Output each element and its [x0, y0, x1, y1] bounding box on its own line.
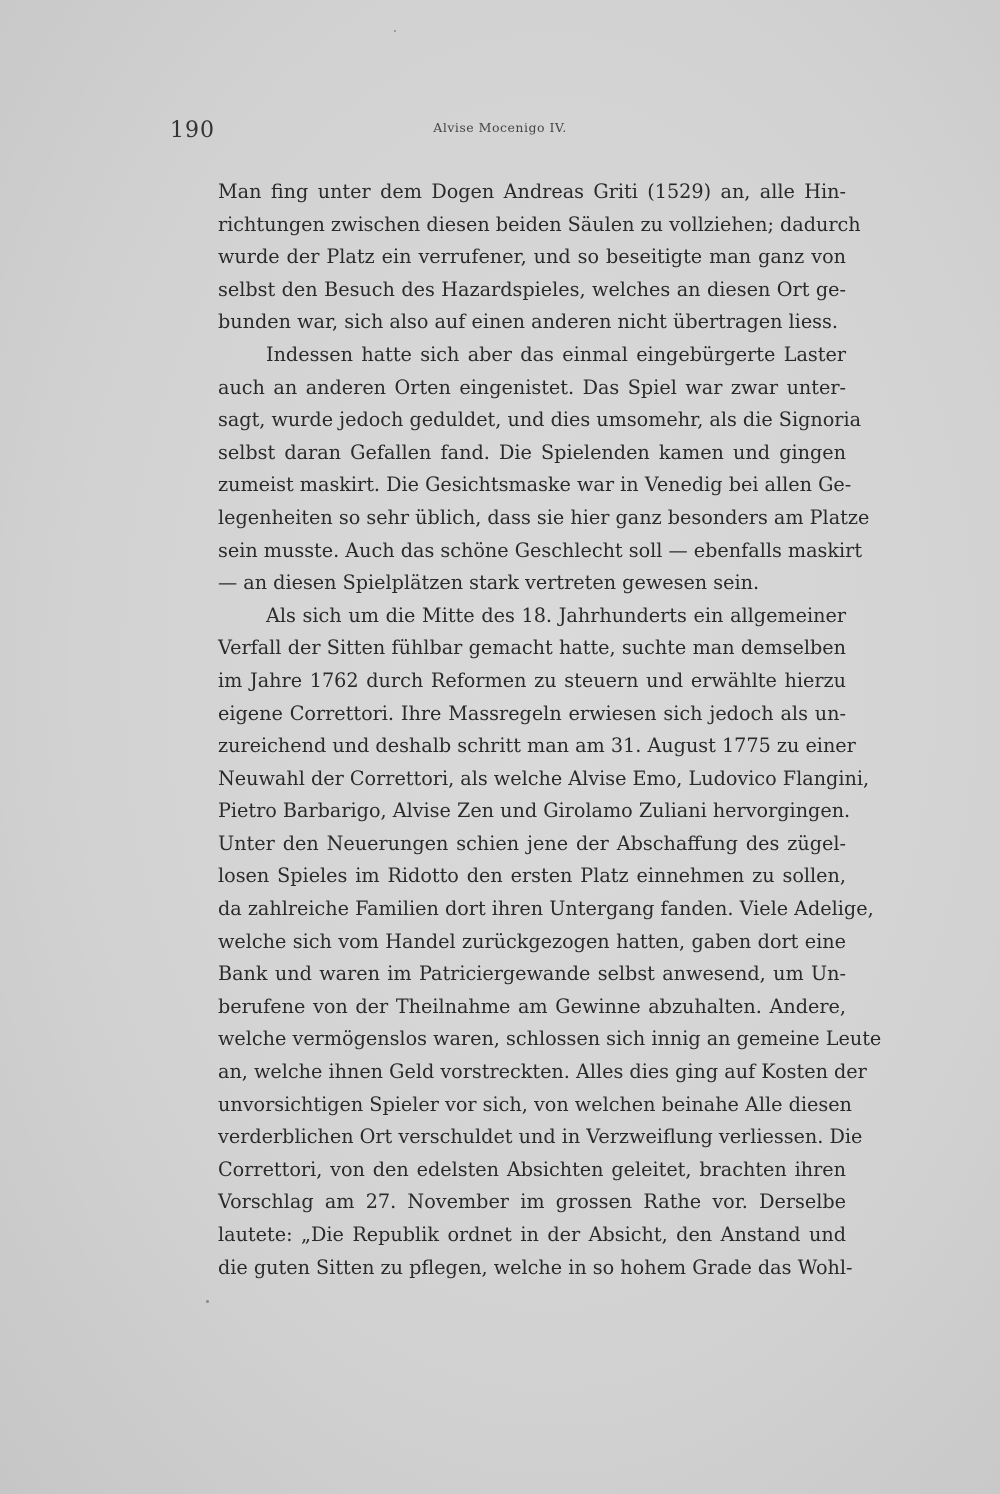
- text-line: auch an anderen Orten eingenistet. Das Spiel war zwar unter-: [218, 375, 846, 399]
- text-line: sagt, wurde jedoch geduldet, und dies umsomehr, als die Signoria: [218, 408, 862, 432]
- text-line: die guten Sitten zu pflegen, welche in so hohem Grade das Wohl-: [218, 1255, 853, 1279]
- text-line: lautete: „Die Republik ordnet in der Absicht, den Anstand und: [218, 1223, 846, 1246]
- text-line: welche vermögenslos waren, schlossen sich innig an gemeine Leute: [218, 1027, 882, 1051]
- text-line: Indessen hatte sich aber das einmal eingebürgerte Laster: [266, 342, 846, 366]
- body-text: [218, 176, 882, 1284]
- text-line: da zahlreiche Familien dort ihren Untergang fanden. Viele Adelige,: [218, 897, 874, 921]
- text-line: Verfall der Sitten fühlbar gemacht hatte, suchte man demselben: [218, 636, 846, 660]
- text-line: zumeist maskirt. Die Gesichtsmaske war in Venedig bei allen Ge-: [218, 473, 852, 497]
- running-title: Alvise Mocenigo IV.: [433, 120, 567, 135]
- text-line: eigene Correttori. Ihre Massregeln erwiesen sich jedoch als un-: [218, 701, 846, 725]
- text-line: Pietro Barbarigo, Alvise Zen und Girolamo Zuliani hervorgingen.: [218, 799, 851, 823]
- text-line: legenheiten so sehr üblich, dass sie hier ganz besonders am Platze: [218, 505, 870, 529]
- text-line: Als sich um die Mitte des 18. Jahrhunderts ein allgemeiner: [266, 603, 846, 627]
- text-line: losen Spieles im Ridotto den ersten Platz einnehmen zu sollen,: [218, 864, 846, 888]
- text-line: zureichend und deshalb schritt man am 31. August 1775 zu einer: [218, 734, 856, 758]
- text-line: Bank und waren im Patriciergewande selbst anwesend, um Un-: [218, 962, 846, 986]
- scan-speck: [394, 30, 396, 32]
- text-line: im Jahre 1762 durch Reformen zu steuern und erwählte hierzu: [218, 668, 846, 692]
- text-line: richtungen zwischen diesen beiden Säulen zu vollziehen; dadurch: [218, 212, 861, 236]
- text-line: Unter den Neuerungen schien jene der Abschaffung des zügel-: [218, 831, 846, 855]
- text-line: verderblichen Ort verschuldet und in Verzweiflung verliessen. Die: [218, 1125, 863, 1149]
- text-line: Correttori, von den edelsten Absichten geleitet, brachten ihren: [218, 1157, 846, 1181]
- text-line: Man fing unter dem Dogen Andreas Griti (1529) an, alle Hin-: [218, 180, 846, 203]
- text-line: sein musste. Auch das schöne Geschlecht soll — ebenfalls maskirt: [218, 538, 863, 562]
- text-line: selbst daran Gefallen fand. Die Spielenden kamen und gingen: [218, 440, 846, 464]
- page-number: 190: [170, 118, 215, 143]
- text-line: unvorsichtigen Spieler vor sich, von welchen beinahe Alle diesen: [218, 1092, 852, 1116]
- text-line: wurde der Platz ein verrufener, und so beseitigte man ganz von: [218, 245, 846, 269]
- text-line: selbst den Besuch des Hazardspieles, welches an diesen Ort ge-: [218, 277, 846, 301]
- text-line: bunden war, sich also auf einen anderen nicht übertragen liess.: [218, 310, 838, 334]
- scan-speck: [206, 1300, 209, 1303]
- text-line: berufene von der Theilnahme am Gewinne abzuhalten. Andere,: [218, 994, 846, 1018]
- text-line: Neuwahl der Correttori, als welche Alvise Emo, Ludovico Flangini,: [218, 766, 870, 790]
- text-line: an, welche ihnen Geld vorstreckten. Alles dies ging auf Kosten der: [218, 1060, 867, 1084]
- text-line: Vorschlag am 27. November im grossen Rathe vor. Derselbe: [218, 1190, 846, 1214]
- text-line: welche sich vom Handel zurückgezogen hatten, gaben dort eine: [218, 929, 846, 953]
- text-line: — an diesen Spielplätzen stark vertreten gewesen sein.: [218, 571, 760, 595]
